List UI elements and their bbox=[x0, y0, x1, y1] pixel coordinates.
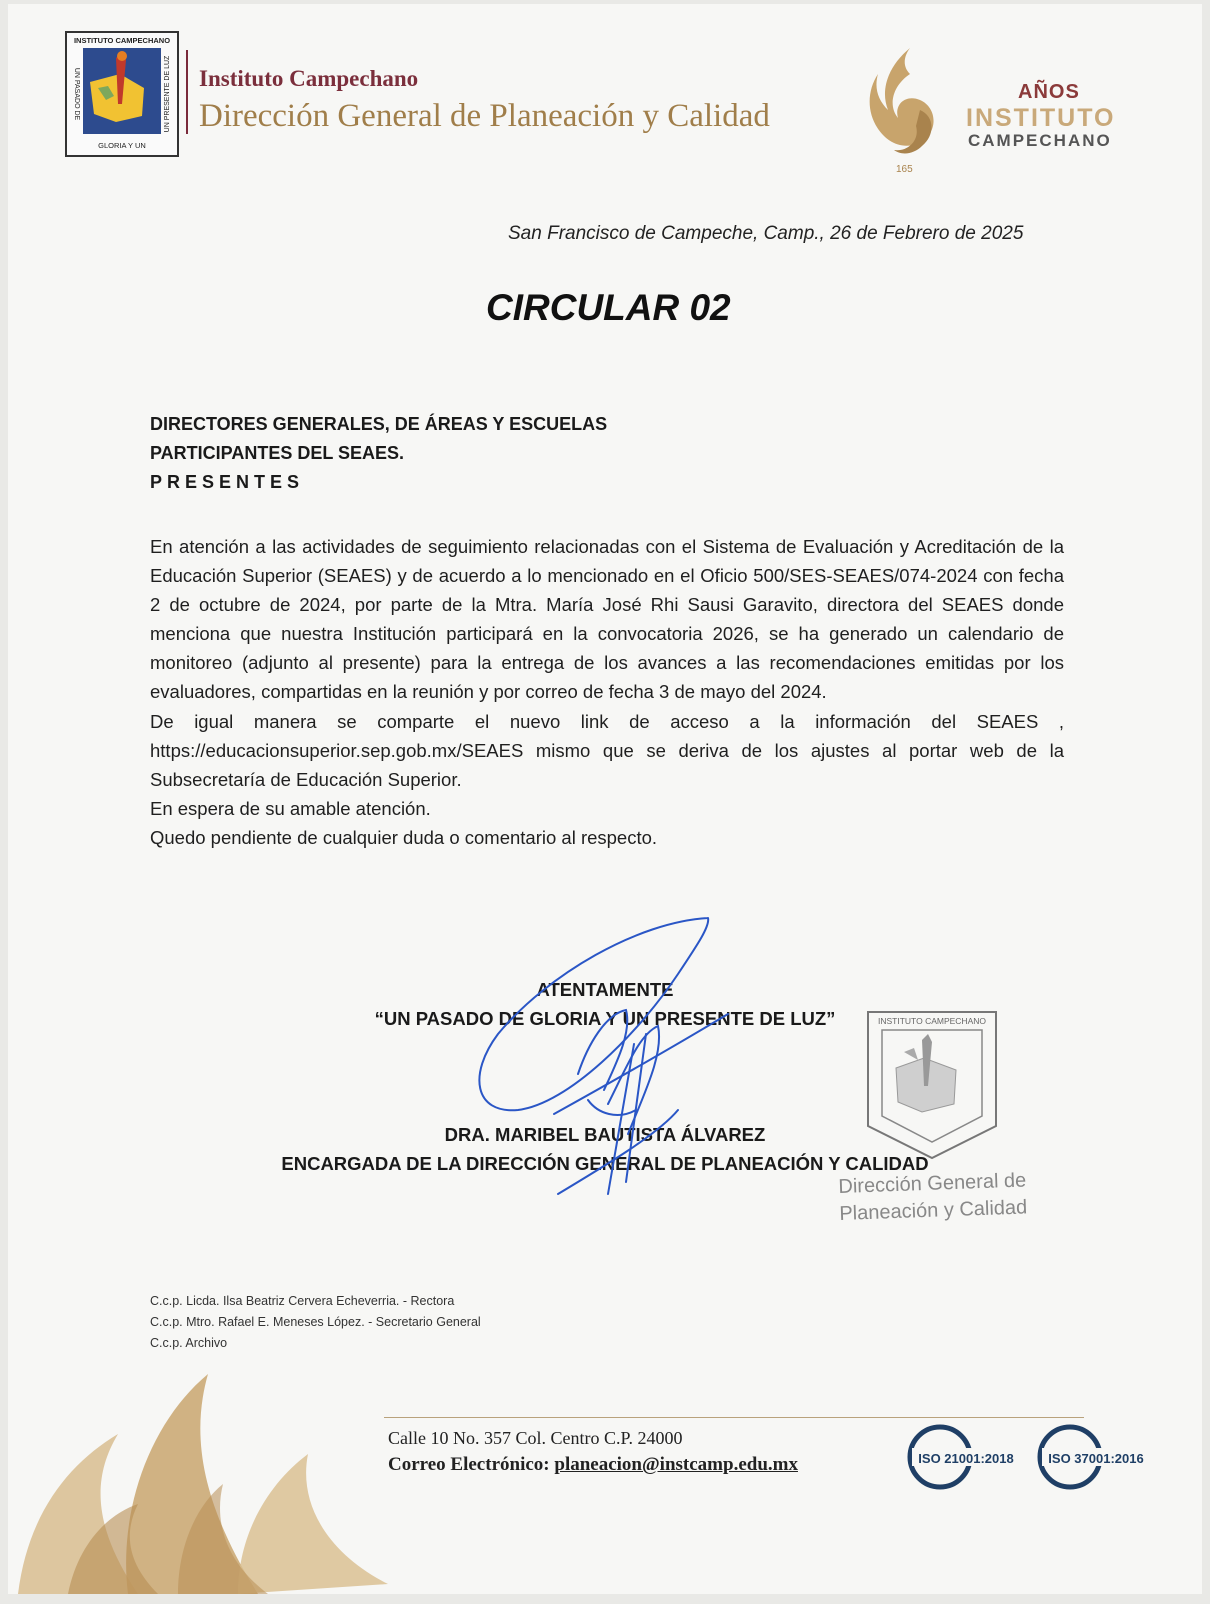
email-label: Correo Electrónico: bbox=[388, 1454, 550, 1475]
institution-name: Instituto Campechano bbox=[199, 66, 419, 91]
logo-text-bottom: GLORIA Y UN bbox=[98, 141, 146, 150]
logo-text-right: UN PRESENTE DE LUZ bbox=[164, 55, 171, 133]
department-stamp bbox=[838, 1167, 1028, 1228]
recipient-line-2: PARTICIPANTES DEL SEAES. bbox=[150, 443, 405, 463]
closing: ATENTAMENTE bbox=[536, 979, 674, 1000]
body-paragraph-1: En atención a las actividades de seguimiento relacionadas con el Sistema de Evaluación y Acreditación de la Educación Superior (SEAES) y de acuerdo a lo mencionado en el Oficio 500/SES-SEAES/074-2024 con fecha 2 de octubre de 2024, por parte de la Mtra. María José Rhi Sausi Garavito, directora del SEAES donde menciona que nuestra Institución participará en la convocatoria 2026, se ha generado un calendario de monitoreo (adjunto al presente) para la entrega de los avances a las recomendaciones emitidas por los evaluadores, compartidas en la reunión y por correo de fecha 3 de mayo del 2024. bbox=[150, 536, 1064, 703]
footer-divider bbox=[384, 1417, 1084, 1418]
ccp-line-3: C.c.p. Archivo bbox=[150, 1336, 228, 1350]
anniversary-institute: INSTITUTO bbox=[966, 104, 1116, 132]
circular-title: CIRCULAR 02 bbox=[486, 287, 731, 328]
iso-21001-badge bbox=[906, 1422, 1032, 1492]
ccp-line-1: C.c.p. Licda. Ilsa Beatriz Cervera Echeverria. - Rectora bbox=[150, 1294, 455, 1308]
document-page bbox=[8, 4, 1202, 1594]
body-paragraph-2: De igual manera se comparte el nuevo link de acceso a la información del SEAES , https://educacionsuperior.sep.gob.mx/SEAES mismo que se deriva de los ajustes al portar web de la Subsecretaría de Educación Superior. bbox=[150, 710, 1064, 790]
footer-email-row bbox=[388, 1454, 798, 1476]
institute-seal bbox=[864, 1008, 1000, 1160]
iso-37001-badge bbox=[1036, 1422, 1162, 1492]
letter-body bbox=[150, 532, 1064, 852]
recipient-line-1: DIRECTORES GENERALES, DE ÁREAS Y ESCUELAS bbox=[150, 414, 608, 434]
logo-text-top: INSTITUTO CAMPECHANO bbox=[73, 36, 171, 45]
anniversary-campechano: CAMPECHANO bbox=[968, 131, 1112, 150]
decorative-flames bbox=[8, 1314, 398, 1594]
header-divider bbox=[186, 50, 188, 134]
iso-1-label: ISO 21001:2018 bbox=[918, 1451, 1014, 1466]
body-paragraph-3: En espera de su amable atención. bbox=[150, 797, 431, 819]
seal-text: INSTITUTO CAMPECHANO bbox=[878, 1016, 986, 1026]
body-paragraph-4: Quedo pendiente de cualquier duda o comentario al respecto. bbox=[150, 826, 658, 848]
stamp-line-1: Dirección General de bbox=[838, 1169, 1027, 1198]
ccp-line-2: C.c.p. Mtro. Rafael E. Meneses López. - Secretario General bbox=[150, 1315, 481, 1329]
institute-logo bbox=[64, 30, 180, 158]
footer-address: Calle 10 No. 357 Col. Centro C.P. 24000 bbox=[388, 1428, 683, 1448]
place-date: San Francisco de Campeche, Camp., 26 de Febrero de 2025 bbox=[508, 223, 1024, 244]
iso-2-label: ISO 37001:2016 bbox=[1048, 1451, 1144, 1466]
logo-text-left: UN PASADO DE bbox=[73, 67, 80, 121]
email-link[interactable]: planeacion@instcamp.edu.mx bbox=[554, 1454, 798, 1475]
stamp-line-2: Planeación y Calidad bbox=[839, 1196, 1028, 1225]
anniversary-number: 165 bbox=[896, 164, 913, 175]
motto: “UN PASADO DE GLORIA Y UN PRESENTE DE LUZ” bbox=[374, 1008, 836, 1029]
signer-name: DRA. MARIBEL BAUTISTA ÁLVAREZ bbox=[444, 1124, 766, 1145]
anniversary-years: AÑOS bbox=[1018, 81, 1080, 103]
department-name: Dirección General de Planeación y Calidad bbox=[199, 98, 770, 134]
handwritten-signature bbox=[458, 914, 738, 1214]
signer-title: ENCARGADA DE LA DIRECCIÓN GENERAL DE PLANEACIÓN Y CALIDAD bbox=[281, 1153, 929, 1174]
recipient-line-3: PRESENTES bbox=[150, 472, 305, 492]
